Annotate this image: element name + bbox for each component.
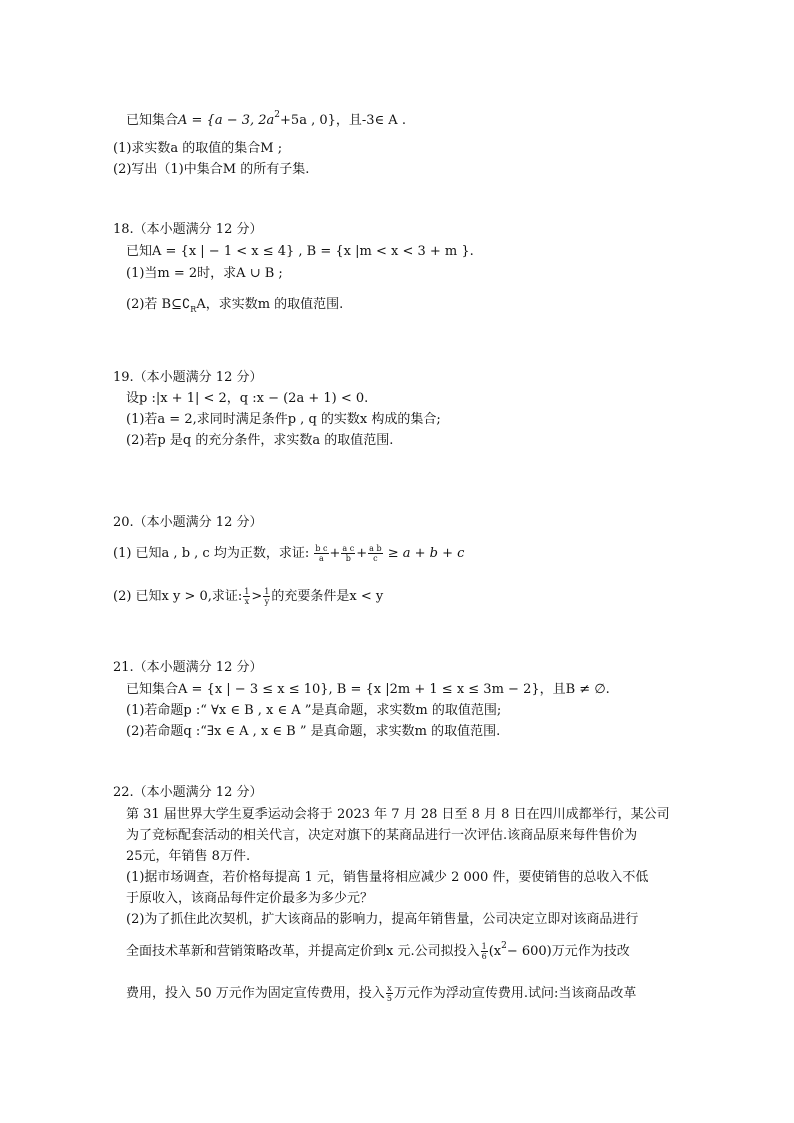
fraction: $\frac{x}{5}$	[386, 984, 392, 1003]
q21-heading: 21.（本小题满分 12 分）	[113, 660, 263, 675]
q19-heading: 19.（本小题满分 12 分）	[113, 370, 263, 385]
q22-line3: 25元，年销售 8万件.	[126, 849, 251, 864]
fraction: $\frac{1}{6}$	[481, 942, 487, 961]
q21-part1: (1)若命题p :“ ∀x ∈ B , x ∈ A ”是真命题，求实数m 的取值范围;	[126, 703, 502, 718]
q21-part2: (2)若命题q :“∃x ∈ A , x ∈ B ” 是真命题，求实数m 的取值范围.	[126, 724, 501, 739]
q18-part1: (1)当m = 2时，求A ∪ B ;	[126, 266, 283, 281]
q20-heading: 20.（本小题满分 12 分）	[113, 515, 263, 530]
q18-heading: 18.（本小题满分 12 分）	[113, 222, 263, 237]
q19-part1: (1)若a = 2,求同时满足条件p , q 的实数x 构成的集合;	[126, 412, 441, 427]
q17-part2: (2)写出（1)中集合M 的所有子集.	[113, 162, 310, 177]
fraction: $\frac{\text{a b}}{c}$	[369, 544, 382, 563]
q22-line8: 费用，投入 50 万元作为固定宣传费用，投入 $\frac{x}{5}$ 万元作为浮动宣传费用.试问:当该商品改革	[126, 984, 637, 1003]
q22-line1: 第 31 届世界大学生夏季运动会将于 2023 年 7 月 28 日至 8 月 8 日在四川成都举行，某公司	[126, 807, 670, 822]
fraction: $\frac{1}{y}$	[264, 587, 270, 606]
q22-line4: (1)据市场调查，若价格每提高 1 元，销售量将相应减少 2 000 件，要使销售的总收入不低	[126, 870, 649, 885]
q17-stem: 已知集合A = {a − 3, $2a^2+5a$ , 0}，且-3∈ A .	[126, 110, 406, 128]
q22-heading: 22.（本小题满分 12 分）	[113, 785, 263, 800]
q18-part2: (2)若 $B⊆∁_RA$，求实数m 的取值范围.	[126, 297, 344, 314]
fraction: $\frac{\text{a c}}{b}$	[342, 544, 355, 563]
q22-line2: 为了竞标配套活动的相关代言，决定对旗下的某商品进行一次评估.该商品原来每件售价为	[126, 828, 638, 843]
q20-part1: (1) 已知a , b , c 均为正数，求证: $\frac{\text{b c}}{a}$ + $\frac{\text{a c}}{b}$ + $\frac{\text{a b}}{c}$ ≥ a + b + c	[113, 544, 465, 563]
q19-stem: 设p :|x + 1| < 2，q :x − (2a + 1) < 0.	[126, 391, 369, 406]
q22-line6: (2)为了抓住此次契机，扩大该商品的影响力，提高年销售量，公司决定立即对该商品进行	[126, 912, 639, 927]
fraction: $\frac{\text{b c}}{a}$	[315, 544, 328, 563]
q22-line5: 于原收入，该商品每件定价最多为多少元？	[126, 891, 374, 906]
fraction: $\frac{1}{x}$	[244, 587, 250, 606]
q21-stem: 已知集合A = {x | − 3 ≤ x ≤ 10}, B = {x |2m + 1 ≤ x ≤ 3m − 2}，且B ≠ ∅.	[126, 682, 610, 697]
q22-line7: 全面技术革新和营销策略改革，并提高定价到x 元.公司拟投入 $\frac{1}{6}$ $(x^2- 600)$万元作为技改	[126, 941, 630, 961]
q18-stem: 已知A = {x | − 1 < x ≤ 4} , B = {x |m < x < 3 + m }.	[126, 244, 474, 259]
q17-part1: (1)求实数a 的取值的集合M ;	[113, 141, 283, 156]
q20-part2: (2) 已知x y > 0,求证: $\frac{1}{x}$ > $\frac{1}{y}$ 的充要条件是x < y	[113, 587, 384, 606]
q19-part2: (2)若p 是q 的充分条件，求实数a 的取值范围.	[126, 433, 394, 448]
